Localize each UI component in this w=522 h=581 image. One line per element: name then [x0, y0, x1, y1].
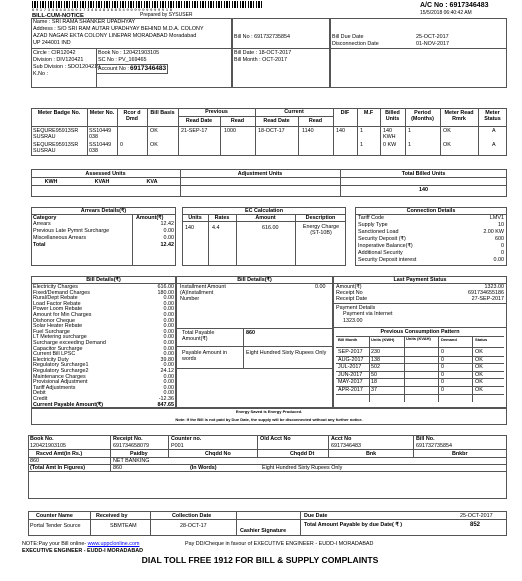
bill-row-label: Debit: [33, 390, 46, 397]
bill-row-label: Maintenance Charges: [33, 373, 86, 380]
consumption-status: OK: [475, 379, 483, 386]
bill-row-label: Regulatory Surcharge2: [33, 368, 89, 374]
bill-row-label: Fixed/Demand Charges: [33, 289, 90, 296]
k-number: K.No :: [33, 71, 48, 77]
connection-row-value: 0: [501, 243, 504, 249]
disconnection-date: 01-NOV-2017: [416, 41, 449, 47]
bill-row-amount: 0.00: [163, 373, 174, 380]
bill-row-label: Current Payable Amount(₹): [33, 401, 104, 408]
online-link[interactable]: www.uppclonline.com: [87, 541, 140, 547]
col-curr-read-date: Read Date: [263, 118, 290, 124]
arrears-row-amount: 0.00: [163, 228, 174, 234]
consumption-units: 37: [371, 387, 377, 393]
toll-free-banner: DIAL TOLL FREE 1912 FOR BILL & SUPPLY COMPLAINTS: [141, 555, 379, 565]
pay-dd-note: Pay DD/Cheque in favour of EXECUTIVE ENGINEER - EUDD-I MORADABAD: [185, 541, 374, 547]
receipt-date: 27-SEP-2017: [471, 296, 504, 302]
cons-col-units-kvah: Units (KVAH): [406, 336, 431, 341]
consumption-status: OK: [475, 387, 483, 393]
ac-number: A/C No : 6917346483: [420, 2, 489, 9]
col-rcord-dmd: Rcor d Dmd: [123, 110, 141, 123]
in-words: Eight Hundred Sixty Rupees Only: [262, 465, 343, 471]
bill-row-label: Tariff Adjustments: [33, 384, 76, 391]
bill-row-amount: 0.00: [163, 362, 174, 369]
energy-saved-note: Energy Saved is Energy Produced.: [235, 409, 303, 414]
connection-row-value: 600: [495, 236, 504, 242]
meter-no: SS10449 038: [89, 142, 112, 155]
arrears-row-label: Arrears: [33, 221, 51, 227]
receipt-no: 691734655186: [468, 290, 504, 296]
bill-row-amount: 0.00: [163, 323, 174, 330]
meter-badge: SEQURE95913SR SUSRAU: [33, 142, 79, 155]
billed-units: 140 KWH: [383, 128, 396, 141]
col-curr-read: Read: [308, 118, 323, 124]
bill-row-amount: 0.00: [163, 306, 174, 313]
connection-row-value: 0.00: [493, 257, 504, 263]
bill-row-label: Dishonor Cheque: [33, 317, 75, 324]
receipt-book-no: 120421903105: [30, 443, 66, 449]
meter-status: A: [492, 128, 496, 134]
bill-row-label: Power Loom Rebate: [33, 306, 83, 313]
consumption-units: 18: [371, 379, 377, 386]
dif: 140: [336, 128, 345, 134]
connection-row-label: Supply Type: [358, 222, 388, 228]
prepared-by: Prepared by SYSUSER: [140, 12, 193, 18]
total-billed-units-title: Total Billed Units: [401, 171, 446, 177]
bill-details-title: Bill Details(₹): [86, 277, 121, 283]
connection-row-value: 2.00 KW: [483, 229, 504, 235]
ec-units: 140: [185, 225, 194, 231]
consumer-address-2: AZAD NAGAR EKTA COLONY LINEPAR MORADABAD Moradabad: [33, 33, 197, 39]
bill-row-label: Provisional Adjustment: [33, 379, 88, 386]
barcode-text: 6 9 1 7 3 4 6 4 8 3 6 9 1 7 3 4 6 4 8 3 6 8 5 4 9 9 9 9 9 9 9 9 9 9 1 8: [32, 7, 173, 12]
counter-col-due-date: Due Date: [304, 513, 328, 519]
consumption-month: JUL-2017: [338, 364, 362, 371]
mf: 1: [360, 142, 363, 148]
col-prev-read: Read: [230, 118, 245, 124]
adjustment-units-title: Adjustment Units: [237, 171, 283, 177]
paid-by-label: Paidby: [130, 451, 148, 457]
bill-row-amount: 24.12: [160, 368, 174, 374]
total-payable: 860: [246, 330, 255, 336]
rcord-dmd: 0: [120, 142, 123, 148]
receipt-date-label: Receipt Date: [336, 296, 368, 302]
bill-row-amount: 0.00: [163, 384, 174, 391]
period: 1: [408, 142, 411, 148]
total-amt-figures-label: (Total Amt In Figures): [30, 465, 86, 471]
bill-row-amount: 0.00: [163, 317, 174, 324]
bill-row-amount: -12.36: [158, 396, 174, 402]
connection-row-label: Security Deposit interest: [358, 257, 417, 263]
in-words-label: (In Words): [190, 465, 217, 471]
bill-title: BILL-CUM-NOTICE: [32, 13, 84, 19]
col-kvah: KVAH: [94, 179, 110, 185]
receipt-no-label: Receipt No: [336, 290, 363, 296]
bill-row-amount: 0.00: [163, 340, 174, 346]
bill-row-amount: 847.65: [157, 401, 174, 408]
curr-read: 1140: [302, 128, 314, 134]
last-payment-amount: 1323.00: [484, 284, 504, 290]
arrears-col-amount: Amount(₹): [136, 215, 164, 221]
last-payment-amount-label: Amount(₹): [336, 284, 362, 290]
col-current: Current: [284, 109, 304, 115]
bill-date: Bill Date : 18-OCT-2017: [234, 50, 292, 56]
receipt-col-old-acct: Old Acct No: [260, 436, 291, 442]
due-date: 25-OCT-2017: [416, 34, 449, 40]
receipt-acct-no: 6917346483: [331, 443, 361, 449]
arrears-row-amount: 0.00: [163, 235, 174, 241]
receipt-col-book-no: Book No.: [30, 436, 54, 442]
col-meter-status: Meter Status: [484, 110, 501, 123]
payment-details-amount: 1323.00: [343, 318, 363, 324]
bill-row-label: Solar Heater Rebate: [33, 323, 83, 330]
due-date-box: [330, 18, 507, 88]
circle: Circle : CIR12042: [33, 50, 76, 56]
bank-branch-label: Bnkbr: [452, 451, 468, 457]
counter-name: Portal Tender Source: [30, 523, 81, 529]
bill-row-label: Load Factor Rebate: [33, 300, 81, 307]
assessed-units-title: Assessed Units: [85, 171, 126, 177]
col-read-rmrk: Meter Read Rmrk: [444, 110, 474, 123]
bill-row-amount: 0.00: [163, 345, 174, 352]
bill-basis: OK: [150, 128, 158, 134]
ec-col-description: Description: [305, 215, 336, 221]
connection-row-label: Inoperative Balance(₹): [358, 243, 413, 249]
consumption-status: OK: [475, 364, 483, 371]
collection-date: 28-OCT-17: [180, 523, 207, 529]
consumer-address: Address : S/O SRI RAM AUTAR UPADHYAY BEHIND M.D.A. COLONY: [33, 26, 204, 32]
bill-row-amount: 0.00: [163, 300, 174, 307]
col-period: Period (Months): [411, 110, 434, 123]
total-amt-figures: 860: [113, 465, 122, 471]
col-billed-units: Billed Units: [385, 110, 400, 123]
bill-row-amount: 0.00: [163, 295, 174, 302]
installment-amount-label: Installment Amount: [180, 284, 226, 290]
total-payable-due-label: Total Amount Payable by due Date( ₹ ): [304, 522, 403, 528]
counter-col-received-by: Received by: [96, 513, 128, 519]
bill-row-amount: 0.00: [163, 328, 174, 335]
meter-badge: SEQURE95913SR SUSRAU: [33, 128, 79, 141]
bill-details-2-title: Bill Details(₹): [237, 277, 272, 283]
consumption-month: APR-2017: [338, 387, 363, 393]
disconnection-label: Disconnection Date: [332, 41, 379, 47]
total-payable-due: 852: [470, 522, 481, 528]
bill-row-label: Credit: [33, 396, 48, 402]
cons-col-month: Bill Month: [338, 337, 358, 342]
mf: 1: [360, 128, 363, 134]
consumption-demand: 0: [441, 371, 444, 378]
installment-label: (A)Installment: [180, 290, 214, 296]
sub-division: Sub Division : SDO1204219: [33, 64, 101, 70]
consumption-demand: 0: [441, 364, 444, 371]
counter-col-collection-date: Collection Date: [172, 513, 212, 519]
ec-rate: 4.4: [212, 225, 220, 231]
payment-details-label: Payment Details: [336, 305, 376, 311]
installment-amount: 0.00: [315, 284, 326, 290]
bill-row-label: Fuel Surcharge: [33, 328, 70, 335]
ec-amount: 616.00: [262, 225, 279, 231]
pay-online-note: [22, 541, 139, 547]
read-rmrk: OK: [443, 142, 451, 148]
book-no: Book No : 120421903105: [98, 50, 160, 56]
cons-col-demand: Demand: [441, 337, 457, 342]
arrears-row-amount: 12.42: [160, 242, 174, 248]
cashier-signature: Cashier Signature: [240, 528, 287, 534]
received-amount: 860: [30, 458, 39, 464]
ec-description: Energy Charge (ST-10B): [302, 224, 340, 237]
meter-no: SS10449 038: [89, 128, 112, 141]
payment-via: Payment via Internet: [343, 311, 393, 317]
consumption-status: OK: [475, 356, 483, 363]
col-kwh: KWH: [44, 179, 58, 185]
bill-row-label: LT Metering surcharge: [33, 334, 87, 341]
bill-row-label: Regulatory Surcharge1: [33, 362, 89, 369]
timestamp: 15/5/2018 06:40:42 AM: [420, 10, 472, 16]
bill-row-amount: 0.00: [163, 379, 174, 386]
consumption-month: JUN-2017: [338, 371, 363, 378]
period: 1: [408, 128, 411, 134]
receipt-col-acct-no: Acct No: [331, 436, 352, 442]
counter-col-name: Counter Name: [36, 513, 73, 519]
bill-basis: OK: [150, 142, 158, 148]
consumption-title: Previous Consumption Pattern: [380, 329, 460, 335]
bill-row-amount: 0.00: [163, 351, 174, 358]
col-bill-basis: Bill Basis: [150, 110, 175, 116]
installment-number-label: Number: [180, 296, 200, 302]
col-mf: M.F: [363, 110, 374, 116]
bill-row-amount: 0.00: [163, 390, 174, 397]
bill-row-amount: 0.00: [163, 312, 174, 318]
receipt-col-bill-no: Bill No.: [416, 436, 435, 442]
connection-row-value: 0: [501, 250, 504, 256]
consumption-month: MAY-2017: [338, 379, 363, 386]
bill-row-label: Surcharge exceeding Demand: [33, 340, 106, 346]
bill-row-label: Amount for Min Charges: [33, 312, 92, 318]
connection-row-value: 10: [498, 222, 504, 228]
col-previous: Previous: [205, 109, 228, 115]
bill-row-amount: 39.80: [160, 356, 174, 363]
connection-row-value: LMV1: [489, 215, 504, 221]
col-kva: KVA: [146, 179, 158, 185]
pay-online-text: NOTE:Pay your Bill online-: [22, 541, 87, 547]
receipt-col-counter-no: Counter no.: [171, 436, 202, 442]
consumption-units: 502: [371, 364, 380, 371]
amount-in-words-label: Payable Amount in words: [182, 350, 227, 363]
consumer-address-3: UP 244001 IND: [33, 40, 71, 46]
consumption-status: OK: [475, 371, 483, 378]
connection-title: Connection Details: [406, 208, 456, 214]
bill-row-amount: 180.00: [157, 289, 174, 296]
read-rmrk: OK: [443, 128, 451, 134]
connection-row-label: Additional Security: [358, 250, 403, 256]
arrears-row-amount: 12.42: [160, 221, 174, 227]
consumption-units: 138: [371, 356, 380, 363]
arrears-title: Arrears Details(₹): [80, 208, 127, 214]
counter-due-date: 25-OCT-2017: [460, 513, 493, 519]
connection-row-label: Tariff Code: [358, 215, 384, 221]
col-prev-read-date: Read Date: [185, 118, 213, 124]
receipt-counter-no: P001: [171, 443, 184, 449]
last-payment-title: Last Payment Status: [393, 277, 447, 283]
sc-no: SC No : PV_169465: [98, 57, 147, 63]
consumption-demand: 0: [441, 379, 444, 386]
consumer-name: Name : SRI RAMA SHANKER UPADHYAY: [33, 19, 136, 25]
bank-label: Bnk: [366, 451, 377, 457]
due-date-label: Bill Due Date: [332, 34, 364, 40]
bill-row-label: Electricity Duty: [33, 356, 69, 363]
executive-engineer: EXECUTIVE ENGINEER - EUDD-I MORADABAD: [22, 548, 143, 554]
bill-row-label: Capacitor Surcharge: [33, 345, 83, 352]
consumption-demand: 0: [441, 349, 444, 355]
consumption-units: 230: [371, 349, 380, 355]
billed-units: 0 KW: [383, 142, 397, 148]
account-label: Account No :: [98, 66, 129, 72]
received-by: SBMTEAM: [110, 523, 137, 529]
consumption-demand: 0: [441, 387, 444, 393]
arrears-row-label: Miscellaneous Arrears: [33, 235, 87, 241]
received-amt-label: Rscvd Amt(in Rs.): [36, 451, 83, 457]
amount-in-words: Eight Hundred Sixty Rupees Only: [246, 350, 327, 356]
cons-col-status: Status: [475, 337, 488, 342]
consumption-row-divider: [336, 394, 504, 395]
ec-title: EC Calculation: [244, 208, 284, 214]
connection-row-label: Sanctioned Load: [358, 229, 399, 235]
consumption-units: 50: [371, 371, 377, 378]
division: Division : DIV120421: [33, 57, 84, 63]
ec-col-rates: Rates: [214, 215, 230, 221]
total-billed-units: 140: [419, 187, 428, 193]
bill-row-label: Rural/Dept Rebate: [33, 295, 78, 302]
receipt-receipt-no: 691734658079: [113, 443, 149, 449]
receipt-bill-no: 691732735854: [416, 443, 452, 449]
col-meter-no: Meter No.: [89, 110, 115, 116]
bill-row-label: Electricity Charges: [33, 284, 78, 290]
bill-no: Bill No : 691732735854: [234, 34, 291, 40]
cheque-date-label: Chqdd Dt: [290, 451, 315, 457]
disconnection-note: Note: If the Bill is not paid by Due Date, the supply will be disconnected without any further notice.: [175, 417, 363, 422]
cons-col-units-kwh: Units (KWH): [371, 337, 395, 342]
connection-row-label: Security Deposit (₹): [358, 236, 406, 242]
bill-month: Bill Month : OCT-2017: [234, 57, 288, 63]
arrears-col-category: Category: [33, 215, 57, 221]
consumption-demand: 0: [441, 356, 444, 363]
bill-row-amount: 0.00: [163, 334, 174, 341]
paid-by: NET BANKING: [113, 458, 150, 464]
meter-status: A: [492, 142, 496, 148]
consumption-status: OK: [475, 349, 483, 355]
prev-read: 1000: [224, 128, 236, 134]
ec-col-amount: Amount: [255, 215, 276, 221]
prev-read-date: 21-SEP-17: [181, 128, 208, 134]
col-meter-badge: Meter Badge No.: [37, 110, 81, 116]
receipt-col-receipt-no: Receipt No.: [113, 436, 143, 442]
col-dif: DIF: [340, 110, 350, 116]
cheque-no-label: Chqdd No: [205, 451, 231, 457]
total-payable-label: Total Payable Amount(₹): [182, 330, 215, 343]
consumption-month: AUG-2017: [338, 356, 364, 363]
arrears-row-label: Total: [33, 242, 46, 248]
arrears-row-label: Previous Late Pymnt Surcharge: [33, 228, 110, 234]
bill-row-amount: 616.00: [157, 284, 174, 290]
consumption-month: SEP-2017: [338, 349, 363, 355]
curr-read-date: 18-OCT-17: [258, 128, 285, 134]
account-no: 6917346483: [130, 65, 167, 72]
bill-row-label: Current Bill LPSC: [33, 351, 76, 358]
ec-col-units: Units: [188, 215, 202, 221]
